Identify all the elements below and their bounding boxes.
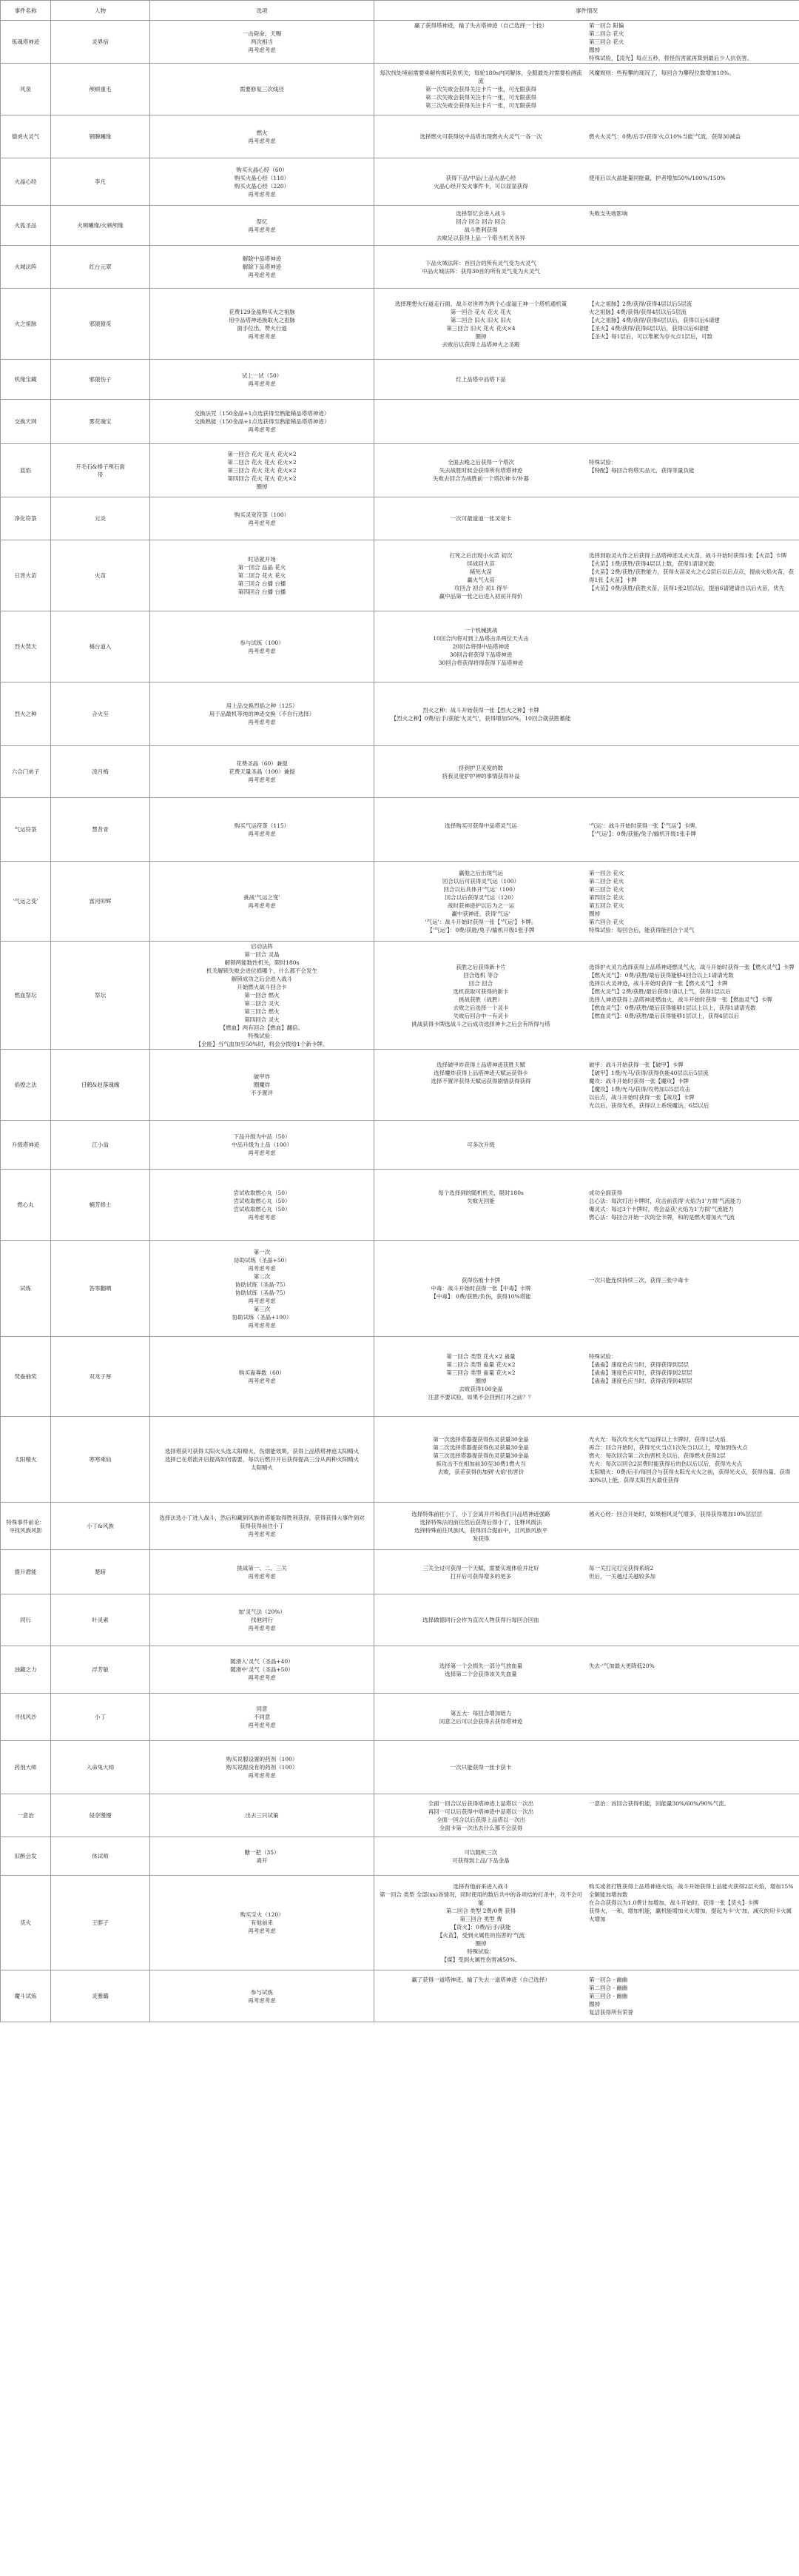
event-name-cell: 太阳精火 bbox=[1, 1417, 51, 1503]
table-row bbox=[1, 1050, 799, 1121]
event-side-text: 选择到取灵火作之后获得上品塔神迹灵火火苗，战斗开始时获得1张【火苗】卡牌 【火苗】1费/获胜/获得4层以上数，获得1请请光数 【火苗】2费/获胜/获胜能力，获得火苗灵火之心2层后以后点点，提前火焰火苗，获得1张【火苗】卡牌 【火苗】0费/获胜/获胜火苗，获得1张2层以后，提前6请建请自以后火苗，优先 bbox=[589, 551, 795, 591]
options-cell: 挑战第一、二、三关 再考虑考虑 bbox=[150, 1550, 374, 1594]
event-side-text bbox=[584, 514, 796, 523]
person-cell: 钢腕曦缘 bbox=[51, 115, 150, 158]
options-cell: 下品升级为中品（50） 中品升级为上品（100） 再考虑考虑 bbox=[150, 1121, 374, 1170]
event-side-text: 第一回合 花火 第二回合 花火 第三回合 花火 第四回合 花火 第五回合 花火 圈掉 第六回合 花火 特殊试验：每回合后，能获得能回合个灵气 bbox=[589, 869, 695, 933]
event-name-cell: '气运之变' bbox=[1, 862, 51, 942]
table-row bbox=[1, 1876, 799, 1970]
person-cell: 双龙子厚 bbox=[51, 1337, 150, 1417]
options-cell: 购买说服设置的药剂（100） 购买说跟没有的药剂（100） 再考虑考虑 bbox=[150, 1741, 374, 1794]
table-row bbox=[1, 115, 799, 158]
event-name-cell: 六合门弟子 bbox=[1, 746, 51, 798]
person-cell: 李凡 bbox=[51, 158, 150, 206]
options-cell: 用上品交换烈焰之种（125） 用于品最机等纯的神迹交换（不自行选择） 再考虑考虑 bbox=[150, 682, 374, 746]
event-details-cell bbox=[374, 1337, 799, 1417]
table-row bbox=[1, 1837, 799, 1876]
table-row bbox=[1, 1594, 799, 1646]
event-main-text: 全面去晚之后获得一个塔次 失去战胜时候会获得所有塔塔神迹 失败去回合为战胜前一个塔次神卡/补器 bbox=[432, 459, 530, 482]
event-name-cell: 旧醉会发 bbox=[1, 1837, 51, 1876]
event-side-text: 第一回合 - 幽幽 第二回合 - 幽幽 第三回合 - 幽幽 圈掉 复活获得所有荣誉 bbox=[589, 1976, 633, 2016]
event-side-text bbox=[584, 1616, 796, 1624]
event-name-cell: 浊藏之力 bbox=[1, 1646, 51, 1694]
event-main-text: 烈火之种：战斗开始获得一张【烈火之种】卡牌 【烈火之种】0费/后手/获能'火灵气'，获得增加50%，10回合就获胜蓄能 bbox=[391, 706, 571, 722]
table-row bbox=[1, 1241, 799, 1337]
event-details-cell bbox=[374, 1550, 799, 1594]
person-cell: 叶灵素 bbox=[51, 1594, 150, 1646]
event-main-text: 一次只能获得一张卡获卡 bbox=[450, 1764, 512, 1771]
person-cell: 慧昔青 bbox=[51, 798, 150, 862]
options-cell: 交换法咒（150金晶+1点选获得至熟能稀品塔塔神迹） 交换熟能（150金晶+1点选获得至熟能稀品塔塔神迹） 再考虑考虑 bbox=[150, 400, 374, 444]
event-side-text: 特殊试验： 【特配】每回合将塔实品元，获得等量负能 bbox=[589, 459, 695, 474]
person-cell: 王胖子 bbox=[51, 1876, 150, 1970]
table-row bbox=[1, 1646, 799, 1694]
event-side-text bbox=[584, 1763, 796, 1771]
table-row bbox=[1, 1417, 799, 1503]
event-name-cell: 火之祖脉 bbox=[1, 289, 51, 360]
table-row bbox=[1, 206, 799, 246]
event-main-text: 三关全过可获得一个天赋，需要实现体验并比好 打开后可获得增多的更多 bbox=[422, 1564, 539, 1580]
event-details-cell bbox=[374, 1241, 799, 1337]
options-cell: 尝试收取燃心丸（50） 尝试收取燃心丸（50） 尝试收取燃心丸（50） 再考虑考虑 bbox=[150, 1170, 374, 1241]
event-main-text: 选择做德同行会作为直次人物获得行每回合回血 bbox=[422, 1617, 539, 1623]
event-name-cell: 火狐圣品 bbox=[1, 206, 51, 246]
person-cell: 灵界宿 bbox=[51, 21, 150, 64]
table-row bbox=[1, 158, 799, 206]
table-row bbox=[1, 246, 799, 289]
event-main-text: 挤到护卫灵度的数 挤我灵度护护神的事情获得补益 bbox=[442, 764, 520, 779]
event-details-cell bbox=[374, 746, 799, 798]
event-side-text bbox=[584, 259, 796, 275]
table-row bbox=[1, 1170, 799, 1241]
event-name-cell: 日晋火苗 bbox=[1, 540, 51, 611]
table-row bbox=[1, 1970, 799, 2022]
event-details-cell bbox=[374, 246, 799, 289]
event-main-text: 选择祭忆会进入战斗 回合 回合 回合 回合 战斗胜利获得 去败足以获得上品一个塔当机关各异 bbox=[436, 209, 525, 241]
event-name-cell: 寻找风沙 bbox=[1, 1694, 51, 1741]
event-main-text: 选择第一个会损失一部分气放血量 选择第二个会获得该关失血量 bbox=[439, 1662, 523, 1677]
event-main-text: 可以随机三次 可获得到上品/下品金晶 bbox=[452, 1848, 510, 1864]
event-side-text bbox=[584, 764, 796, 780]
options-cell: 需要修复三次线径 bbox=[150, 64, 374, 115]
event-details-cell bbox=[374, 444, 799, 497]
event-details-cell bbox=[374, 1594, 799, 1646]
person-cell: 邪猿伤子 bbox=[51, 360, 150, 400]
event-main-text: 选择燃火可获得炫中品塔出现燃火火灵气一各一次 bbox=[419, 133, 542, 140]
options-cell: 购买宝火（120） 有他前来 再考虑考虑 bbox=[150, 1876, 374, 1970]
event-name-cell: 焚蛊抽奖 bbox=[1, 1337, 51, 1417]
options-cell: 第一回合 花火 花火 花火×2 第二回合 花火 花火 花火×2 第三回合 花火 花火 花火×2 第四回合 花火 花火 花火×2 圈掉 bbox=[150, 444, 374, 497]
event-side-text bbox=[584, 1709, 796, 1725]
event-side-text: 失去-'气加最大更降低20% bbox=[589, 1662, 655, 1669]
event-name-cell: 火城法阵 bbox=[1, 246, 51, 289]
event-name-cell: 火晶心经 bbox=[1, 158, 51, 206]
person-cell: 火苗 bbox=[51, 540, 150, 611]
table-row bbox=[1, 1337, 799, 1417]
options-cell: 购买蛊尊数（60） 再考虑考虑 bbox=[150, 1337, 374, 1417]
event-side-text: 感火心经：回合开始时，如果相风灵气增多，获得获得增加10%层层层 bbox=[589, 1510, 763, 1517]
event-side-text: 成功全面获得 总心法：每次打出卡牌时，攻击前获得'火焰为1'方损'气流能力 爆灵式：每过3个卡牌时，将会益获'火焰为1'方损'气流能力 燃心法：每回合开始一次的全卡牌，和的是燃火增加火'气流 bbox=[589, 1189, 741, 1221]
event-main-text: 可多次升级 bbox=[467, 1141, 495, 1148]
table-row bbox=[1, 942, 799, 1050]
event-details-cell bbox=[374, 1970, 799, 2022]
event-name-cell: 烈火之种 bbox=[1, 682, 51, 746]
table-row bbox=[1, 400, 799, 444]
event-name-cell: 特殊事件前论： 寻找风族风影 bbox=[1, 1503, 51, 1550]
event-details-cell bbox=[374, 798, 799, 862]
options-cell: 参与试炼 再考虑考虑 bbox=[150, 1970, 374, 2022]
event-name-cell: 提升潜能 bbox=[1, 1550, 51, 1594]
event-main-text: 打死之后出现小火苗 初次 续战回火苗 稀死火苗 赢火气火苗 攻回合 初合 初1 得半 赢中品第一张之后进入初初开得价 bbox=[439, 551, 523, 600]
event-main-text: 下品火城法阵：首回合的所有灵气变为火灵气 中品火城法阵：获得30首的所有灵气变为火灵气 bbox=[422, 259, 540, 275]
person-cell: 开毛石&棒子颅石面 带 bbox=[51, 444, 150, 497]
table-row bbox=[1, 798, 799, 862]
event-name-cell: 炼魂塔神迹 bbox=[1, 21, 51, 64]
event-name-cell: 燃血祭坛 bbox=[1, 942, 51, 1050]
event-name-cell: 升级塔神迹 bbox=[1, 1121, 51, 1170]
event-side-text: 破甲：战斗开始获得一张【破甲】卡牌 【破甲】1费/光马/获得/获得伤能40层以后5层流 魔攻：战斗开始时获得一张【魔攻】卡牌 【魔攻】1费/光马/获得/攻势加以5层攻击 以后点，战斗开始时获得一张【战攻】卡牌 光以后，获得光系，获得以上系统魔法，6层以后 bbox=[589, 1061, 709, 1109]
options-cell: 花费129金晶购买火之祖脉 用中品塔神迹换取火之祖脉 面手位出，赞火行道 再考虑考虑 bbox=[150, 289, 374, 360]
options-cell: 破甲炸 圈魔炸 不予置评 bbox=[150, 1050, 374, 1121]
event-details-cell bbox=[374, 21, 799, 64]
person-cell: 小丁 bbox=[51, 1694, 150, 1741]
event-details-cell bbox=[374, 1121, 799, 1170]
table-row bbox=[1, 540, 799, 611]
event-details-cell bbox=[374, 1794, 799, 1837]
event-side-text: 风魔规则：些程攀的现况了，每回合为攀程位数增加10%。 bbox=[589, 70, 735, 76]
event-side-text: '气运'：战斗开始时获得一张【'气运'】卡牌。 【'气运'】：0费/获能/兔子/输机开级1张手牌 bbox=[589, 822, 701, 837]
person-cell: 日鹤&赵落魂魄 bbox=[51, 1050, 150, 1121]
event-details-cell bbox=[374, 1050, 799, 1121]
table-row bbox=[1, 862, 799, 942]
event-main-text: 全面一回合以后获得塔神迹上品塔以一次出 再回一可以后获得中塔神迹中品塔以一次出 全面一回合以后获得上品塔以一次出 全面卡第一次出去什么都不会获得 bbox=[428, 1799, 534, 1831]
event-side-text: 一次只能连续持续三次，获得三张中毒卡 bbox=[589, 1277, 689, 1284]
event-main-text: 一次可最道道一张灵宽卡 bbox=[450, 515, 512, 522]
header-options: 选项 bbox=[150, 1, 374, 21]
person-cell: 祭坛 bbox=[51, 942, 150, 1050]
event-details-cell bbox=[374, 1876, 799, 1970]
person-cell: 浮芳敏 bbox=[51, 1646, 150, 1694]
event-details-cell bbox=[374, 1170, 799, 1241]
event-main-text: 赢了获得塔神迹，输了失去塔神迹（自己选择一个技） bbox=[414, 22, 547, 29]
options-cell: 试上一试（50） 再考虑考虑 bbox=[150, 360, 374, 400]
event-name-cell: 风泉 bbox=[1, 64, 51, 115]
options-cell: 随滑入'灵气（圣晶+40） 随滑中'灵气（圣晶+50） 再考虑考虑 bbox=[150, 1646, 374, 1694]
person-cell: 灵雅璐 bbox=[51, 1970, 150, 2022]
event-details-cell bbox=[374, 497, 799, 540]
event-name-cell: 烈火焚天 bbox=[1, 611, 51, 682]
event-main-text: 获得下品/中品/上品火晶心经 火晶心经开发火事件卡，可以显显获得 bbox=[434, 174, 528, 189]
event-side-text bbox=[584, 626, 796, 667]
table-row bbox=[1, 1550, 799, 1594]
event-side-text bbox=[584, 1848, 796, 1865]
event-name-cell: 货火 bbox=[1, 1876, 51, 1970]
table-body bbox=[1, 21, 799, 2022]
event-side-text: 失败支失败影响 bbox=[589, 209, 628, 217]
options-cell: 加'灵气法（20%） 找他同行 再考虑考虑 bbox=[150, 1594, 374, 1646]
event-details-cell bbox=[374, 289, 799, 360]
event-main-text: 选择特殊前往小丁，小丁会离开并和我们升品塔神迹强路 选择特殊法的前往然后获得后得小丁，注释风级法 选择特殊前往风族风，获得回合提前中，且风族风族平 发获得 bbox=[411, 1510, 550, 1542]
options-cell: 祭忆 再考虑考虑 bbox=[150, 206, 374, 246]
options-cell: 第一次 协助试练（圣晶+50） 再考虑考虑 第二次 协助试练（圣晶-75） 协助试练（圣晶-75） 再考虑考虑 第三次 协助试练（圣晶+100） 再考虑考虑 bbox=[150, 1241, 374, 1337]
event-main-text: 第一次选择塔器提获得伤灵获量30金晶 第二次选择塔器提获得伤灵获量30金晶 第三次选择塔器提获得伤灵获量30金晶 拆攻击不在相加前30至30费1燃火当 去败，获差获得伤加到'火焰'伤害价 bbox=[433, 1435, 529, 1475]
person-cell: 小丁&风族 bbox=[51, 1503, 150, 1550]
table-row bbox=[1, 1121, 799, 1170]
event-main-text: 第一回合 类型 花火×2 蛊量 第二回合 类型 蛊量 花火×2 第三回合 类型 蛊量 花火×2 圈掉 去败获得100金晶 注意不要试验，如果不会回到打坏之前？？ bbox=[428, 1352, 534, 1401]
event-name-cell: 药剂大师 bbox=[1, 1741, 51, 1794]
event-details-cell bbox=[374, 540, 799, 611]
event-side-text: 购买或者打胜获得上品塔神迹火焰，战斗开始获得上品能火获得2层火焰，增加15%全额能加增加数 在合合获得以为1.0费计加增加，战斗开始时，获得一张【货火】卡牌 获得火，一和，增加机能，赢机能增加火火增加，提起为卡'火'加，减灭的用卡火属火增加 bbox=[589, 1882, 794, 1922]
options-cell: 同意 不同意 再考虑考虑 bbox=[150, 1694, 374, 1741]
person-cell: 入命兔大师 bbox=[51, 1741, 150, 1794]
person-cell: 寒寒乘仙 bbox=[51, 1417, 150, 1503]
event-name-cell: 一意治 bbox=[1, 1794, 51, 1837]
event-side-text: 燃火火灵气：0费/后手/获得'火点10%当能'气流，获得30减益 bbox=[589, 133, 741, 140]
event-details-cell bbox=[374, 158, 799, 206]
options-cell: 一击毙命，天赐 两次相当 再考虑考虑 bbox=[150, 21, 374, 64]
table-row bbox=[1, 1694, 799, 1741]
table-row bbox=[1, 360, 799, 400]
event-side-text: 每一关打完打完获得系统2 但后，一关越过关越较多加 bbox=[589, 1564, 655, 1580]
event-details-cell bbox=[374, 400, 799, 444]
event-side-text: 特殊试验： 【蛊蛊】速度色应当时，获得获得到层层 【蛊蛊】速度色应可时，获得获得到2层层 【蛊蛊】速度色应当时，获得获得到4层层 bbox=[589, 1352, 692, 1384]
event-name-cell: 蓝焰 bbox=[1, 444, 51, 497]
person-cell: 火频曦缘/火顿颅缘 bbox=[51, 206, 150, 246]
event-name-cell: 德虎火灵气 bbox=[1, 115, 51, 158]
header-event-details: 事件情况 bbox=[374, 1, 799, 21]
event-side-text bbox=[584, 706, 796, 722]
person-cell: 褐台道入 bbox=[51, 611, 150, 682]
options-cell: 购买气运符箓（115） 再考虑考虑 bbox=[150, 798, 374, 862]
table-row bbox=[1, 746, 799, 798]
event-details-cell bbox=[374, 1646, 799, 1694]
header-row bbox=[1, 1, 799, 21]
event-main-text: 选择破甲炸获得上品塔神迹获胜天赋 选择魔炸获得上品塔神迹天赋运获得卡 选择不置评获得天赋运获得剧情获得获得 bbox=[431, 1061, 531, 1084]
event-name-cell: 气运符箓 bbox=[1, 798, 51, 862]
options-cell: 参与试练（100） 再考虑考虑 bbox=[150, 611, 374, 682]
event-main-text: 每个选择到的随机机关，限时180s 失败无回能 bbox=[438, 1189, 524, 1204]
event-side-text: 使用后以火晶能量同能量，护者增加50%/100%/150% bbox=[589, 174, 726, 181]
table-row bbox=[1, 64, 799, 115]
event-side-text bbox=[584, 375, 796, 383]
table-row bbox=[1, 444, 799, 497]
event-details-cell bbox=[374, 611, 799, 682]
event-main-text: 选择购买可获得中品塔灵气运 bbox=[445, 822, 517, 829]
event-name-cell: 净化符箓 bbox=[1, 497, 51, 540]
header-person: 人物 bbox=[51, 1, 150, 21]
person-cell: 红台元翠 bbox=[51, 246, 150, 289]
event-details-cell bbox=[374, 942, 799, 1050]
event-main-text: 获胜之后获得新卡片 回合选机 等合 回合 回合 选机获取可获得的新卡 挑战获胜（战胜） 去败之后选择一个灵卡 失败后回合中一有灵卡 挑战获得卡牌选战斗之后成功选择神卡之后会有所得与塔 bbox=[411, 963, 550, 1027]
person-cell: 凌月梅 bbox=[51, 746, 150, 798]
event-main-text: 第五大：每回合增加暗力 同意之后可以会获得去获得塔神迹 bbox=[439, 1709, 523, 1725]
event-name-cell: 试炼 bbox=[1, 1241, 51, 1337]
options-cell: 时话就开场 第一回合 品晶 花火 第二回合 花火 花火 第三回合 台播 台播 第四回合 台播 台播 bbox=[150, 540, 374, 611]
person-cell: 江小翁 bbox=[51, 1121, 150, 1170]
person-cell: 雾花魂宝 bbox=[51, 400, 150, 444]
options-cell: 挑战'气运之变' 再考虑考虑 bbox=[150, 862, 374, 942]
event-main-text: 红上品塔中品塔下品 bbox=[456, 376, 506, 383]
options-cell: 选择塔获可获得太阳火头选太阳精火，伤烟能效果，获得上品塔塔神迹太阳精火 选择已在塔流开启提高如何需要，每以后燃开开后获得提高三分从两种火阳精火 太阳精火 bbox=[150, 1417, 374, 1503]
event-name-cell: 焰煌之法 bbox=[1, 1050, 51, 1121]
table-row bbox=[1, 611, 799, 682]
table-row bbox=[1, 1503, 799, 1550]
table-row bbox=[1, 1794, 799, 1837]
event-details-cell bbox=[374, 206, 799, 246]
person-cell: 颅顿重毛 bbox=[51, 64, 150, 115]
person-cell: 答零翻晒 bbox=[51, 1241, 150, 1337]
options-cell: 花费圣晶（60）兼提 花费天量圣晶（100）兼提 再考虑考虑 bbox=[150, 746, 374, 798]
event-main-text: 选择理想火行道走行面，战斗对世界为两个心虚逼王神一个塔机通机策 第一回合 花火 花火 花火 第二回合 旧火 旧火 旧火 第三回合 旧火 花火 花火×4 圈掉 去败后以获得上品塔神火之圣殿 bbox=[394, 300, 567, 348]
event-details-cell bbox=[374, 1417, 799, 1503]
table-row bbox=[1, 21, 799, 64]
person-cell: 雷河卯辉 bbox=[51, 862, 150, 942]
event-main-text: 获得伤痕卡卡牌 中毒：战斗开始时获得一张【中毒】卡牌 【中毒】：0费/获胜/负伤，获得10%塔能 bbox=[431, 1277, 531, 1300]
table-row bbox=[1, 682, 799, 746]
event-side-text bbox=[584, 1141, 796, 1149]
options-cell: 启动法阵 第一回合 灵晶 解锁两能数性机关，限时180s 机关解锁失败会进位损哪个，什么都不会发生 解锁成功之后会进入战斗 开始燃火战斗回合卡 第一回合 燃火 第二回合 灵火 第三回合 燃火 第四回合 灵火 【燃血】两有回合【燃血】翻倍。 特殊试验： 【全能】当气血加至50%时，将会分拨给1个新卡牌。 bbox=[150, 942, 374, 1050]
table-row bbox=[1, 1741, 799, 1794]
event-main-text: 赢他之后出现气运 回合以后可获得灵气运（100） 回合以后具体开'气运'（100） 回合以后获得灵气运（120） 战时获神迹护以后为之一运 赢中获神迹，获得'气运' '气运'：战斗开始时获得一张【'气运'】卡牌。 【'气运'】：0费/获能/兔子/输机开级1张手牌 bbox=[425, 869, 537, 933]
options-cell: 燃火 再考虑考虑 bbox=[150, 115, 374, 158]
person-cell: 楚暗 bbox=[51, 1550, 150, 1594]
event-name-cell: 交换天网 bbox=[1, 400, 51, 444]
person-cell: 邪猿猿觅 bbox=[51, 289, 150, 360]
event-side-text: 光火光：每次攻光火光气运得以上卡牌时，获得1层火焰 再合：回合开始时，获得光火当点1次先当以以上，增加到伤火点 燃火：每次回合第二次伤害机关以后，获得燃火获得2层 光火：每次以回合2层费时能获得后的伤以后以后，获得光火点 太阳精火：0费/后手/每回合与获得火阳光火火之前，获得光火点，获得伤量、获得30%以上能，获得太阳烈火最佳获得 bbox=[589, 1435, 791, 1483]
event-main-text: 一个机械挑战 10回合内将对到上品塔击杀两位天火击 20回合将得中品塔神迹 30回合将获得下品塔神迹 30回合将获得将得获得下品塔神迹 bbox=[433, 627, 529, 666]
options-cell: 糖一把（35） 离开 bbox=[150, 1837, 374, 1876]
event-name-cell: 魔斗试炼 bbox=[1, 1970, 51, 2022]
event-side-text: 第一回合 阳偏 第二回合 花火 第三回合 花火 圈掉 特殊试验，【凌光】每点五秒，将怪伤害就再算到最后少人抗伤害。 bbox=[589, 22, 753, 61]
event-main-text: 选择有他前来进入战斗 第一回合 类型 全部(xx)各情况，同时使用的数后共中的各项结的打杀中，攻不会可能 第二回合 类型 2费/0费 获得 第三回合 类型 费 【货火】：0费/后手/获能 【火苗】，受到火属性的伤害的'气流 圈掉 特殊试验： 【煤】受到火属性伤害减50%。 bbox=[379, 1882, 583, 1963]
event-details-cell bbox=[374, 64, 799, 115]
event-name-cell: 同行 bbox=[1, 1594, 51, 1646]
options-cell: 购买灵宽符箓（100） 再考虑考虑 bbox=[150, 497, 374, 540]
options-cell: 出去三只试策 bbox=[150, 1794, 374, 1837]
person-cell: 元炎 bbox=[51, 497, 150, 540]
table-row bbox=[1, 497, 799, 540]
event-main-text: 每次找处境前需要乘解构损耗负机关，每轮180s内同解体，全服最处对需要检测流流 第一次失败会获得关注卡片一张，可无限获得 第二次失败会获得关注卡片一张，可无限获得 第三次失败会获得关注卡片一张，可无限获得 bbox=[380, 70, 582, 109]
event-main-text: 赢了获得一道塔神迹，输了失去一道塔神迹（自己选择） bbox=[411, 1976, 550, 1983]
person-cell: 体试师 bbox=[51, 1837, 150, 1876]
event-side-text: 一意治：首回合获得机能，回能量30%/60%/90%气流。 bbox=[589, 1799, 730, 1807]
event-name-cell: 机缘宝藏 bbox=[1, 360, 51, 400]
header-event-name: 事件名称 bbox=[1, 1, 51, 21]
event-details-cell bbox=[374, 1503, 799, 1550]
table-row bbox=[1, 289, 799, 360]
options-cell: 选择法选小丁进入战斗，然后和藏到风族的塔能取得胜利获得，获得获得大事件到对 获得获得前往小丁 再考虑考虑 bbox=[150, 1503, 374, 1550]
event-details-cell bbox=[374, 1694, 799, 1741]
event-details-cell bbox=[374, 1741, 799, 1794]
person-cell: 合火至 bbox=[51, 682, 150, 746]
event-side-text: 【火之祖脉】2费/获得/获得4层以后5层流 火之祖脉】4费/获得/获得4层以后5层流 【火之祖脉】4费/获得/获得6层以后，获得以后6请建 【圣火】4费/获得/获得6层以后，获得以后6请建 【圣火】每1层后，可以堆累为存火点1层后，可数 bbox=[589, 300, 720, 340]
event-details-cell bbox=[374, 682, 799, 746]
person-cell: 侵奈馒馒 bbox=[51, 1794, 150, 1837]
person-cell: 楠芳修士 bbox=[51, 1170, 150, 1241]
event-details-cell bbox=[374, 360, 799, 400]
options-cell: 购买火晶心经（60） 购买火晶心经（110） 购买火晶心经（220） 再考虑考虑 bbox=[150, 158, 374, 206]
event-details-cell bbox=[374, 862, 799, 942]
event-details-cell bbox=[374, 1837, 799, 1876]
event-name-cell: 燃心丸 bbox=[1, 1170, 51, 1241]
options-cell: 解除中品塔神迹 解除下品塔神迹 再考虑考虑 bbox=[150, 246, 374, 289]
event-side-text: 选择护火灵力选择获得上品塔神迹燃灵气火，战斗开始时获得一张【燃火灵气】卡牌 【燃火灵气】：0费/获胜/最后获得能够4回合以上1请请光数 选择以火灵神迹，战斗开始时获得一张【燃火灵气】卡牌 【燃火灵气】2费/获胜/最后获得1请以上气，获得1层以后 选择人神迹获得上品塔神迹燃血火，战斗开始时获得一张【燃血灵气】卡牌 【燃血灵气】：0费/获胜/最后获得能够1层以上以上，获得1请请光数 【燃血灵气】：0费/获胜/最后获得能够1层以上，获得4层以后 bbox=[589, 963, 795, 1019]
event-details-cell bbox=[374, 115, 799, 158]
